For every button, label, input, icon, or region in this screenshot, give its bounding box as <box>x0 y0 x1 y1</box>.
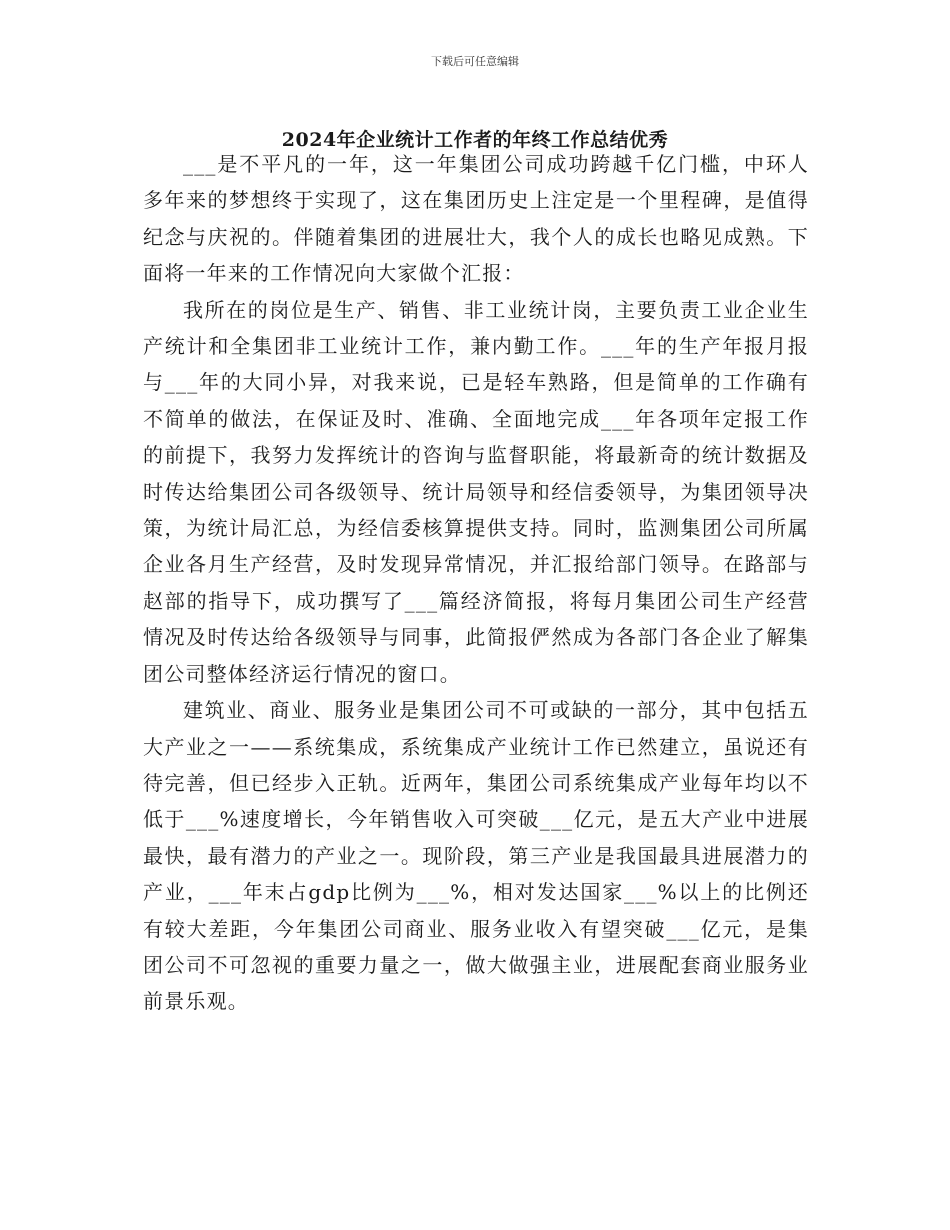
page-header-note: 下载后可任意编辑 <box>431 55 519 68</box>
paragraph-tertiary-industry: 建筑业、商业、服务业是集团公司不可或缺的一部分，其中包括五大产业之一——系统集成，系统集成产业统计工作已然建立，虽说还有待完善，但已经步入正轨。近两年，集团公司系统集成产业每年均以不低于___%速度增长，今年销售收入可突破___亿元，是五大产业中进展最快，最有潜力的产业之一。现阶段，第三产业是我国最具进展潜力的产业，___年末占gdp比例为___%，相对发达国家___%以上的比例还有较大差距，今年集团公司商业、服务业收入有望突破___亿元，是集团公司不可忽视的重要力量之一，做大做强主业，进展配套商业服务业前景乐观。 <box>143 698 809 1014</box>
paragraph-position-duties: 我所在的岗位是生产、销售、非工业统计岗，主要负责工业企业生产统计和全集团非工业统计工作，兼内勤工作。___年的生产年报月报与___年的大同小异，对我来说，已是轻车熟路，但是简单的工作确有不简单的做法，在保证及时、准确、全面地完成___年各项年定报工作的前提下，我努力发挥统计的咨询与监督职能，将最新奇的统计数据及时传达给集团公司各级领导、统计局领导和经信委领导，为集团领导决策，为统计局汇总，为经信委核算提供支持。同时，监测集团公司所属企业各月生产经营，及时发现异常情况，并汇报给部门领导。在路部与赵部的指导下，成功撰写了___篇经济简报，将每月集团公司生产经营情况及时传达给各级领导与同事，此简报俨然成为各部门各企业了解集团公司整体经济运行情况的窗口。 <box>143 297 809 686</box>
document-body <box>143 146 809 1020</box>
document-title: 2024年企业统计工作者的年终工作总结优秀 <box>281 129 669 151</box>
paragraph-intro: ___是不平凡的一年，这一年集团公司成功跨越千亿门槛，中环人多年来的梦想终于实现了，这在集团历史上注定是一个里程碑，是值得纪念与庆祝的。伴随着集团的进展壮大，我个人的成长也略见成熟。下面将一年来的工作情况向大家做个汇报： <box>143 152 809 286</box>
